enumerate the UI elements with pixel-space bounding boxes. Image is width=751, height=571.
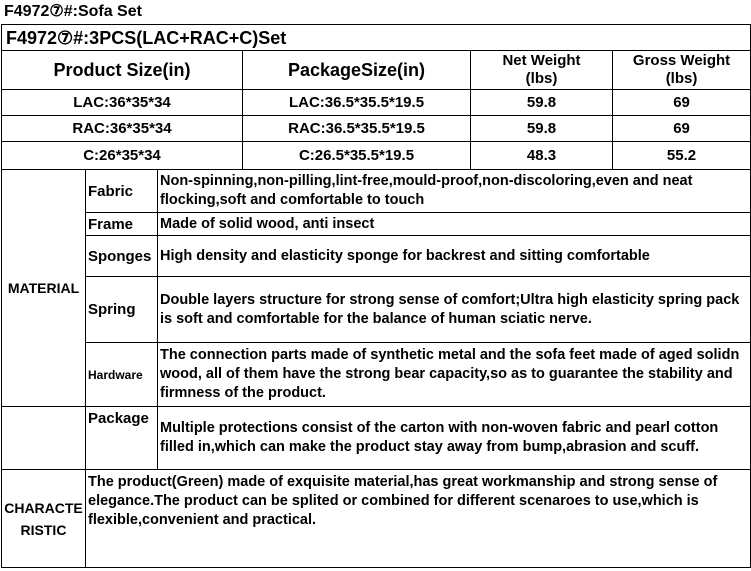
set-title: F4972⑦#:3PCS(LAC+RAC+C)Set — [2, 25, 751, 51]
package-size-cell: LAC:36.5*35.5*19.5 — [243, 90, 471, 116]
net-weight-cell: 59.8 — [471, 90, 613, 116]
product-row-lac — [2, 90, 751, 116]
material-desc-hardware: The connection parts made of synthetic metal and the sofa feet made of aged solidn wood, all of them have the strong bear capacity,so as to guarantee the stability and firmness of the product. — [158, 343, 751, 407]
material-desc-spring: Double layers structure for strong sense of comfort;Ultra high elasticity spring pack is soft and comfortable for the balance of human sciatic nerve. — [158, 277, 751, 343]
material-row-hardware — [2, 343, 751, 407]
material-desc-fabric: Non-spinning,non-pilling,lint-free,mould-proof,non-discoloring,even and neat flocking,soft and comfortable to touch — [158, 170, 751, 213]
gross-weight-unit: (lbs) — [665, 70, 698, 87]
material-label-spring: Spring — [86, 277, 158, 343]
package-desc: Multiple protections consist of the carton with non-woven fabric and pearl cotton filled in,which can make the product stay away from bump,abrasion and scuff. — [158, 407, 751, 470]
net-weight-cell: 48.3 — [471, 142, 613, 170]
column-header-row — [2, 51, 751, 90]
characteristic-category — [2, 470, 86, 568]
material-label-fabric: Fabric — [86, 170, 158, 213]
characteristic-label-line2: RISTIC — [20, 521, 67, 538]
characteristic-row — [2, 470, 751, 568]
characteristic-label-line1: CHARACTE — [4, 499, 83, 516]
material-row-sponges — [2, 236, 751, 277]
spec-table — [1, 24, 751, 568]
product-size-cell: LAC:36*35*34 — [2, 90, 243, 116]
product-size-header: Product Size(in) — [2, 51, 243, 90]
package-size-cell: RAC:36.5*35.5*19.5 — [243, 116, 471, 142]
package-label: Package — [86, 407, 158, 470]
material-label-frame: Frame — [86, 213, 158, 236]
material-category: MATERIAL — [2, 170, 86, 407]
package-category-empty — [2, 407, 86, 470]
net-weight-label: Net Weight — [502, 52, 581, 69]
net-weight-unit: (lbs) — [525, 70, 558, 87]
set-header-row — [2, 25, 751, 51]
net-weight-cell: 59.8 — [471, 116, 613, 142]
material-row-spring — [2, 277, 751, 343]
characteristic-desc: The product(Green) made of exquisite material,has great workmanship and strong sense of elegance.The product can be splited or combined for different scenaroes to use,which is flexible,convenient and practical. — [86, 470, 751, 568]
gross-weight-label: Gross Weight — [632, 52, 731, 69]
material-row-frame — [2, 213, 751, 236]
material-label-sponges: Sponges — [86, 236, 158, 277]
package-size-cell: C:26.5*35.5*19.5 — [243, 142, 471, 170]
net-weight-header — [471, 51, 613, 90]
product-row-c — [2, 142, 751, 170]
gross-weight-cell: 55.2 — [613, 142, 751, 170]
gross-weight-header — [613, 51, 751, 90]
product-row-rac — [2, 116, 751, 142]
gross-weight-cell: 69 — [613, 90, 751, 116]
product-size-cell: C:26*35*34 — [2, 142, 243, 170]
material-label-hardware: Hardware — [86, 343, 158, 407]
document-title: F4972⑦#:Sofa Set — [4, 3, 142, 20]
gross-weight-cell: 69 — [613, 116, 751, 142]
package-row — [2, 407, 751, 470]
material-desc-sponges: High density and elasticity sponge for backrest and sitting comfortable — [158, 236, 751, 277]
package-size-header: PackageSize(in) — [243, 51, 471, 90]
material-row-fabric — [2, 170, 751, 213]
material-desc-frame: Made of solid wood, anti insect — [158, 213, 751, 236]
product-size-cell: RAC:36*35*34 — [2, 116, 243, 142]
